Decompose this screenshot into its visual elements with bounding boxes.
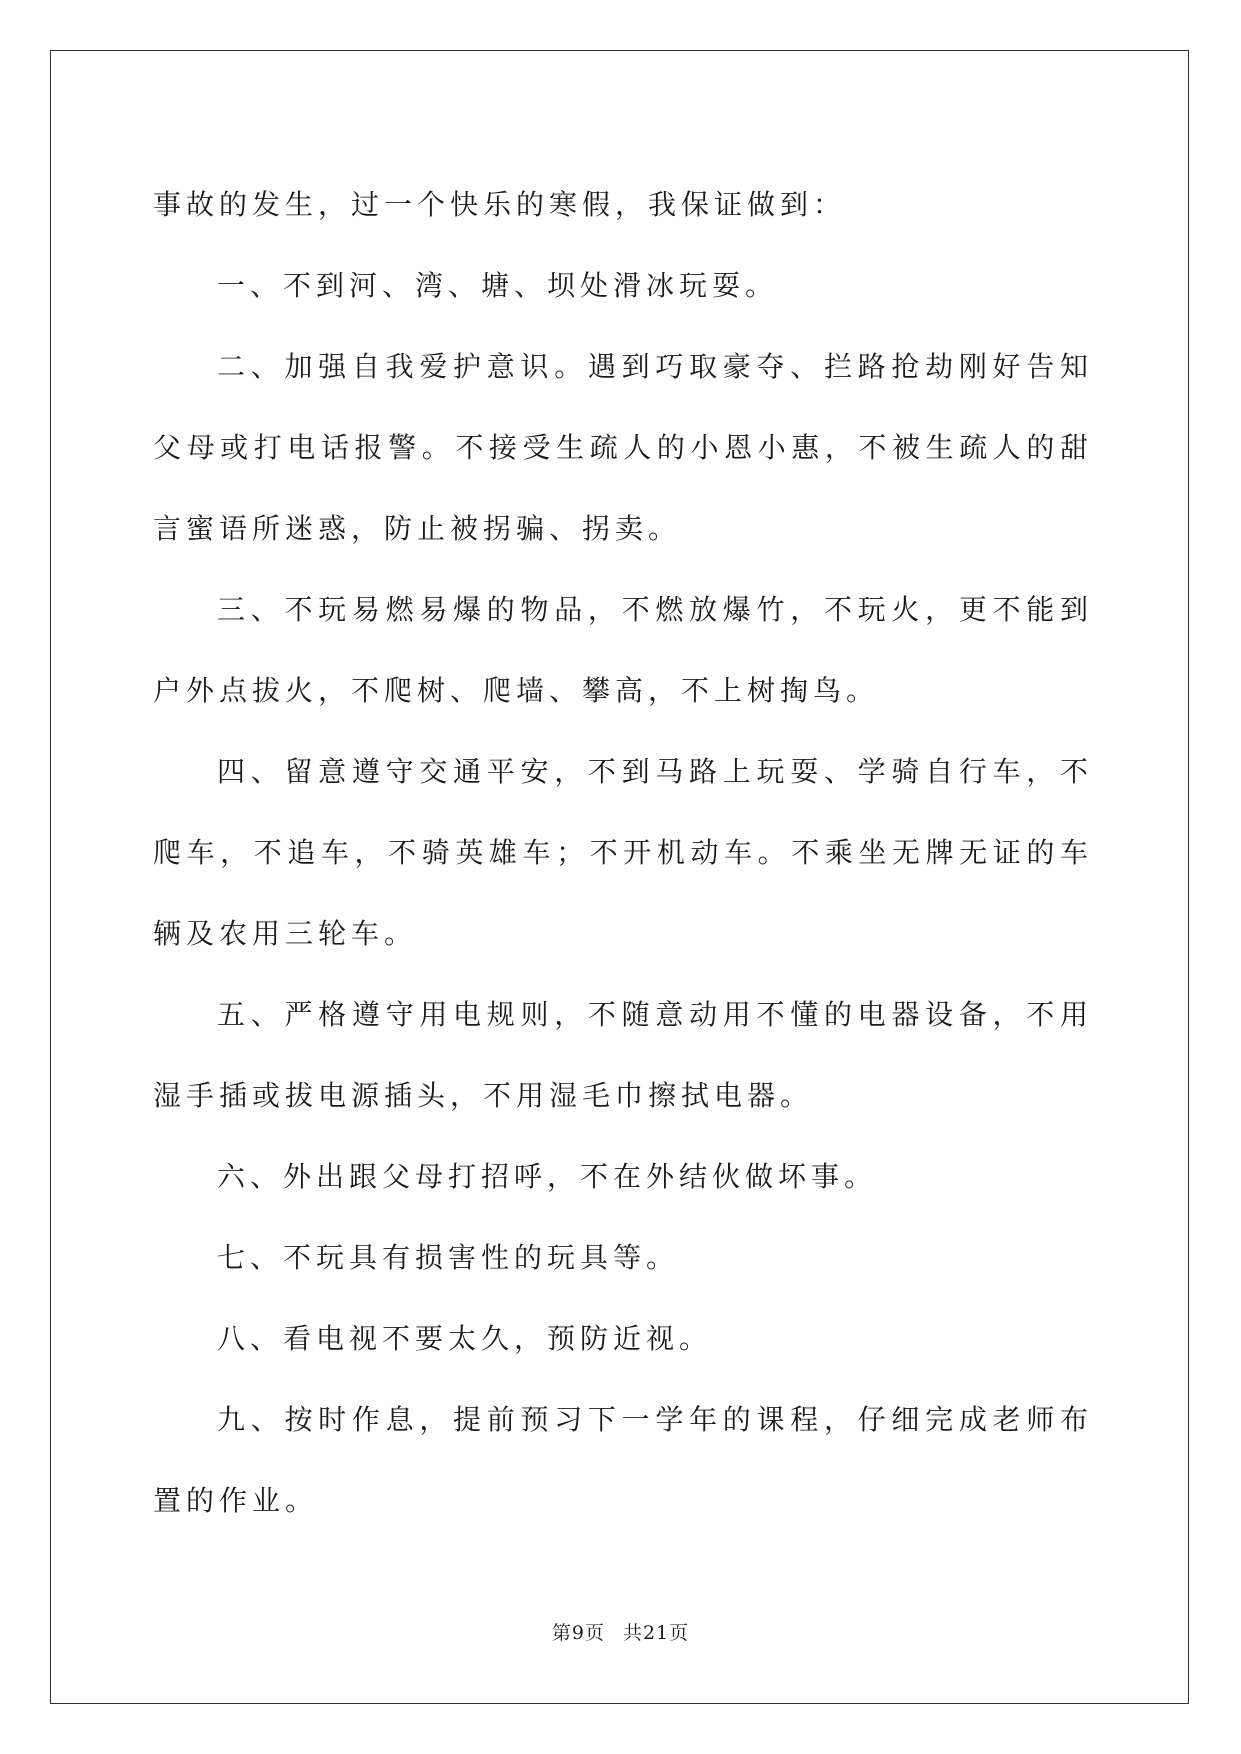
- document-body: [153, 164, 1093, 1541]
- paragraph: 一、不到河、湾、塘、坝处滑冰玩耍。: [217, 269, 779, 302]
- page-footer: [0, 1618, 1241, 1645]
- paragraph: 九、按时作息，提前预习下一学年的课程，仔细完成老师布置的作业。: [153, 1403, 1093, 1517]
- total-page-count: 共21页: [622, 1622, 690, 1644]
- paragraph: 事故的发生，过一个快乐的寒假，我保证做到：: [153, 188, 847, 221]
- paragraph: 六、外出跟父母打招呼，不在外结伙做坏事。: [217, 1160, 878, 1193]
- paragraph: 五、严格遵守用电规则，不随意动用不懂的电器设备，不用湿手插或拔电源插头，不用湿毛巾擦拭电器。: [153, 998, 1093, 1112]
- paragraph: 四、留意遵守交通平安，不到马路上玩耍、学骑自行车，不爬车，不追车，不骑英雄车；不开机动车。不乘坐无牌无证的车辆及农用三轮车。: [153, 755, 1093, 950]
- paragraph: 三、不玩易燃易爆的物品，不燃放爆竹，不玩火，更不能到户外点拔火，不爬树、爬墙、攀高，不上树掏鸟。: [153, 593, 1093, 707]
- paragraph: 二、加强自我爱护意识。遇到巧取豪夺、拦路抢劫刚好告知父母或打电话报警。不接受生疏人的小恩小惠，不被生疏人的甜言蜜语所迷惑，防止被拐骗、拐卖。: [153, 350, 1093, 545]
- current-page-number: 第9页: [551, 1622, 605, 1644]
- paragraph: 七、不玩具有损害性的玩具等。: [217, 1241, 680, 1274]
- paragraph: 八、看电视不要太久，预防近视。: [217, 1322, 713, 1355]
